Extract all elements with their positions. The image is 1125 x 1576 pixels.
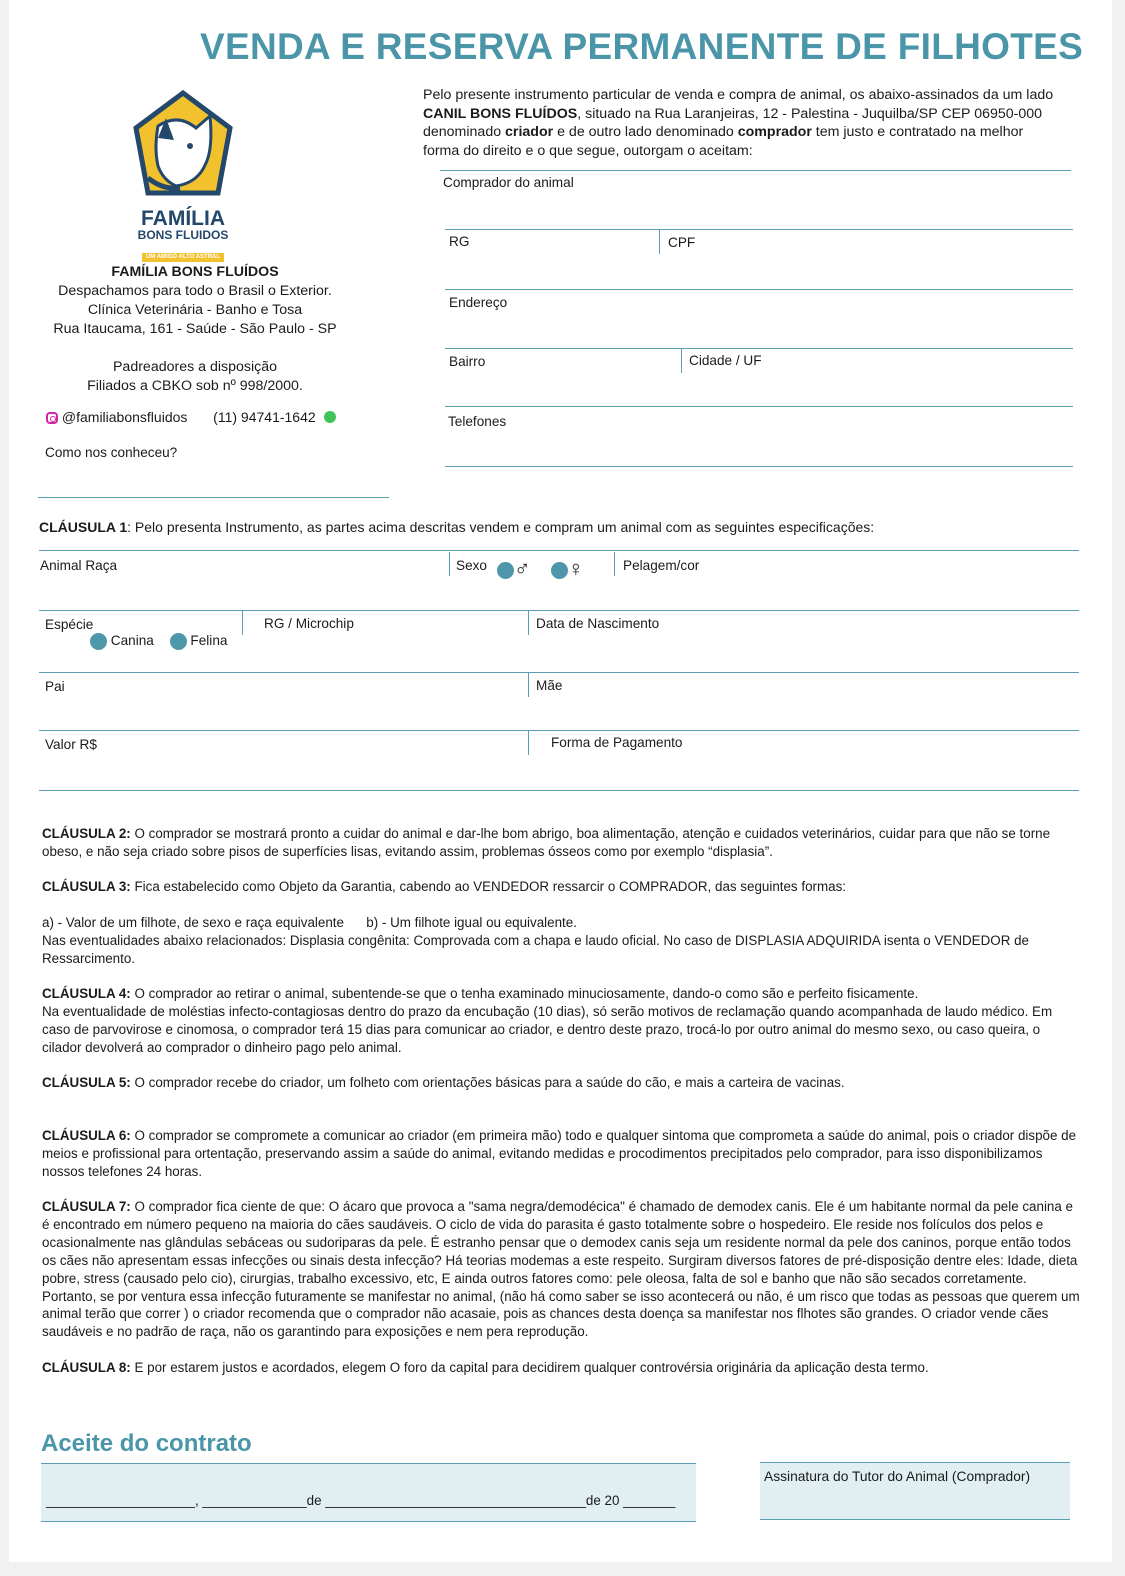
page-title: VENDA E RESERVA PERMANENTE DE FILHOTES <box>200 26 1084 67</box>
clause-3-options: a) - Valor de um filhote, de sexo e raça equivalente b) - Um filhote igual ou equivalente. Nas eventualidades abaixo relacionados: Displasia congênita: Comprovada com a chapa e laudo oficial. No caso de DISPLASIA ADQUIRIDA isenta o VENDEDOR de Ressarcimento. <box>42 915 1029 966</box>
male-radio[interactable] <box>497 562 514 579</box>
payment-method-label: Forma de Pagamento <box>551 735 683 750</box>
father-label: Pai <box>45 679 65 694</box>
clause-7: CLÁUSULA 7: O comprador fica ciente de que: O ácaro que provoca a "sama negra/demodécica" é chamado de demodex canis. Ele é um habitante normal da pele canina e é encontrado em número pequeno na maioria do cães saudáveis. O ciclo de vida do parasita é gasto totalmente sobre o hospedeiro. Ele reside nos folículos dos pelos e ocasionalmente nas glândulas sebáceas ou sudoriparas da pele. É estranho pensar que o demodex canis seja um residente normal da pele dos caninos, porque então todos os cães não apresentam essas infecções ou sinais desta infecção? Há teorias modemas a este respeito. Surgiram diversos fatores de pré-disposição dentre eles: Idade, dieta pobre, stress (causado pelo cio), cirurgias, trabalho excessivo, etc, E ainda outros fatores como: pele oleosa, falta de sol e banho que não são secados corretamente. Portanto, se por ventura essa infecção futuramente se manifestar no animal, (não há como saber se isso acontecerá ou não, é um risco que todas as pessoas que querem um animal terão que correr ) o criador recomenda que o comprador não acasaie, pois as chances desta doença sa manifestar nos flhotes são grandes. O criador vende cães saudáveis e no padrão de raça, não os garantindo para exposições e nem pera reprodução. <box>42 1199 1080 1340</box>
rg-microchip-label: RG / Microchip <box>264 616 354 631</box>
date-box <box>41 1463 696 1522</box>
form-line <box>440 170 1071 171</box>
how-found-line <box>38 497 389 498</box>
address-label: Endereço <box>449 295 508 310</box>
clause-1: CLÁUSULA 1: Pelo presenta Instrumento, as partes acima descritas vendem e compram um animal com as seguintes especificações: <box>39 519 875 535</box>
instagram-handle: @familiabonsfluidos <box>61 409 188 425</box>
form-line <box>445 466 1073 467</box>
form-divider <box>659 230 660 254</box>
contract-acceptance-heading: Aceite do contrato <box>41 1430 252 1457</box>
company-name: FAMÍLIA BONS FLUÍDOS <box>111 264 279 280</box>
form-line <box>445 406 1073 407</box>
signature-label: Assinatura do Tutor do Animal (Comprador) <box>764 1469 1031 1484</box>
company-info: FAMÍLIA BONS FLUÍDOS Despachamos para todo o Brasil o Exterior. Clínica Veterinária - Banho e Tosa Rua Itaucama, 161 - Saúde - São Paulo - SP Padreadores a disposição Filiados a CBKO sob nº 998/2000. <box>30 263 360 396</box>
clause-2: CLÁUSULA 2: O comprador se mostrará pronto a cuidar do animal e dar-lhe bom abrigo, boa alimentação, atenção e cuidados veterinários, cuidar para que não se torne obeso, e não seja criado sobre pisos de superfícies lisas, evitando assim, problemas ósseos como por exemplo “displasia”. <box>42 826 1051 859</box>
animal-breed-label: Animal Raça <box>40 558 118 573</box>
form-line <box>39 610 1079 611</box>
instagram-icon <box>46 412 58 424</box>
sex-label: Sexo <box>456 558 487 573</box>
form-divider <box>242 611 243 635</box>
form-line <box>39 790 1079 791</box>
intro-paragraph: Pelo presente instrumento particular de venda e compra de animal, os abaixo-assinados da um lado CANIL BONS FLUÍDOS, situado na Rua Laranjeiras, 12 - Palestina - Juquilba/SP CEP 06950-000 denominado criador e de outro lado denominado comprador tem justo e contratado na melhor forma do direito e o que segue, outorgam o aceitam: <box>423 87 1054 159</box>
neighborhood-label: Bairro <box>449 354 486 369</box>
logo-text: FAMÍLIA BONS FLUIDOS UM AMIGO ALTO ASTRAL <box>137 207 229 260</box>
phones-label: Telefones <box>448 414 507 429</box>
city-label: Cidade / UF <box>689 353 762 368</box>
company-logo <box>118 88 248 258</box>
species-label: Espécie <box>45 617 94 632</box>
female-radio[interactable] <box>551 562 568 579</box>
feline-radio[interactable] <box>170 633 187 650</box>
rg-label: RG <box>449 234 470 249</box>
form-line <box>39 550 1079 551</box>
whatsapp-icon <box>324 411 336 423</box>
form-line <box>445 229 1073 230</box>
dog-house-logo-icon <box>118 88 248 208</box>
form-divider <box>528 611 529 635</box>
birth-date-label: Data de Nascimento <box>536 616 660 631</box>
form-line <box>445 289 1073 290</box>
form-divider <box>614 552 615 576</box>
female-icon: ♀ <box>567 556 585 581</box>
canine-label: Canina <box>110 633 154 649</box>
clause-6: CLÁUSULA 6: O comprador se compromete a comunicar ao criador (em primeira mão) todo e qualquer sintoma que comprometa a saúde do animal, pois o criador dispõe de meios e profissional para ortentação, preservando assim a saúde do animal, evitando medidas e procodimentos precipitados pelo comprador, para isso disponibilizamos nossos telefones 24 horas. <box>42 1128 1077 1179</box>
sex-options <box>497 558 584 580</box>
male-icon: ♂ <box>514 556 531 581</box>
price-label: Valor R$ <box>45 737 97 752</box>
form-divider <box>528 731 529 755</box>
feline-label: Felina <box>190 633 228 649</box>
canine-radio[interactable] <box>90 633 107 650</box>
form-divider <box>681 349 682 373</box>
clause-5: CLÁUSULA 5: O comprador recebe do criador, um folheto com orientações básicas para a saúde do cão, e mais a carteira de vacinas. <box>42 1075 845 1090</box>
form-line <box>445 348 1073 349</box>
contact-row <box>46 409 336 425</box>
buyer-name-label: Comprador do animal <box>443 175 574 190</box>
form-line <box>39 730 1079 731</box>
form-divider <box>528 673 529 697</box>
cpf-label: CPF <box>668 235 696 250</box>
species-options <box>90 633 227 650</box>
mother-label: Mãe <box>536 678 563 693</box>
signature-box[interactable] <box>760 1462 1070 1520</box>
form-divider <box>449 552 450 576</box>
coat-color-label: Pelagem/cor <box>623 558 700 573</box>
how-found-label: Como nos conheceu? <box>45 445 178 460</box>
date-line[interactable]: ____________________, ______________de ___________________________________de 20 _______ <box>46 1493 676 1508</box>
clause-8: CLÁUSULA 8: E por estarem justos e acordados, elegem O foro da capital para decidirem qualquer controvérsia originária da aplicação desta termo. <box>42 1360 929 1375</box>
clause-4: CLÁUSULA 4: O comprador ao retirar o animal, subentende-se que o tenha examinado minuciosamente, dando-o como são e perfeito fisicamente. Na eventualidade de moléstias infecto-contagiosas dentro do prazo da encubação (10 dias), só serão motivos de reclamação quando acompanhada de laudo médico. Em caso de parvovirose e cinomosa, o comprador terá 15 dias para comunicar ao criador, e dentro deste prazo, trocá-lo por outro animal do mesmo sexo, ou caso queira, o cilador devolverá ao comprador o dinheiro pago pelo animal. <box>42 986 1053 1055</box>
signature-line <box>760 1519 1070 1520</box>
clause-3: CLÁUSULA 3: Fica estabelecido como Objeto da Garantia, cabendo ao VENDEDOR ressarcir o COMPRADOR, das seguintes formas: <box>42 879 846 894</box>
phone-number: (11) 94741-1642 <box>213 409 316 425</box>
form-line <box>39 672 1079 673</box>
